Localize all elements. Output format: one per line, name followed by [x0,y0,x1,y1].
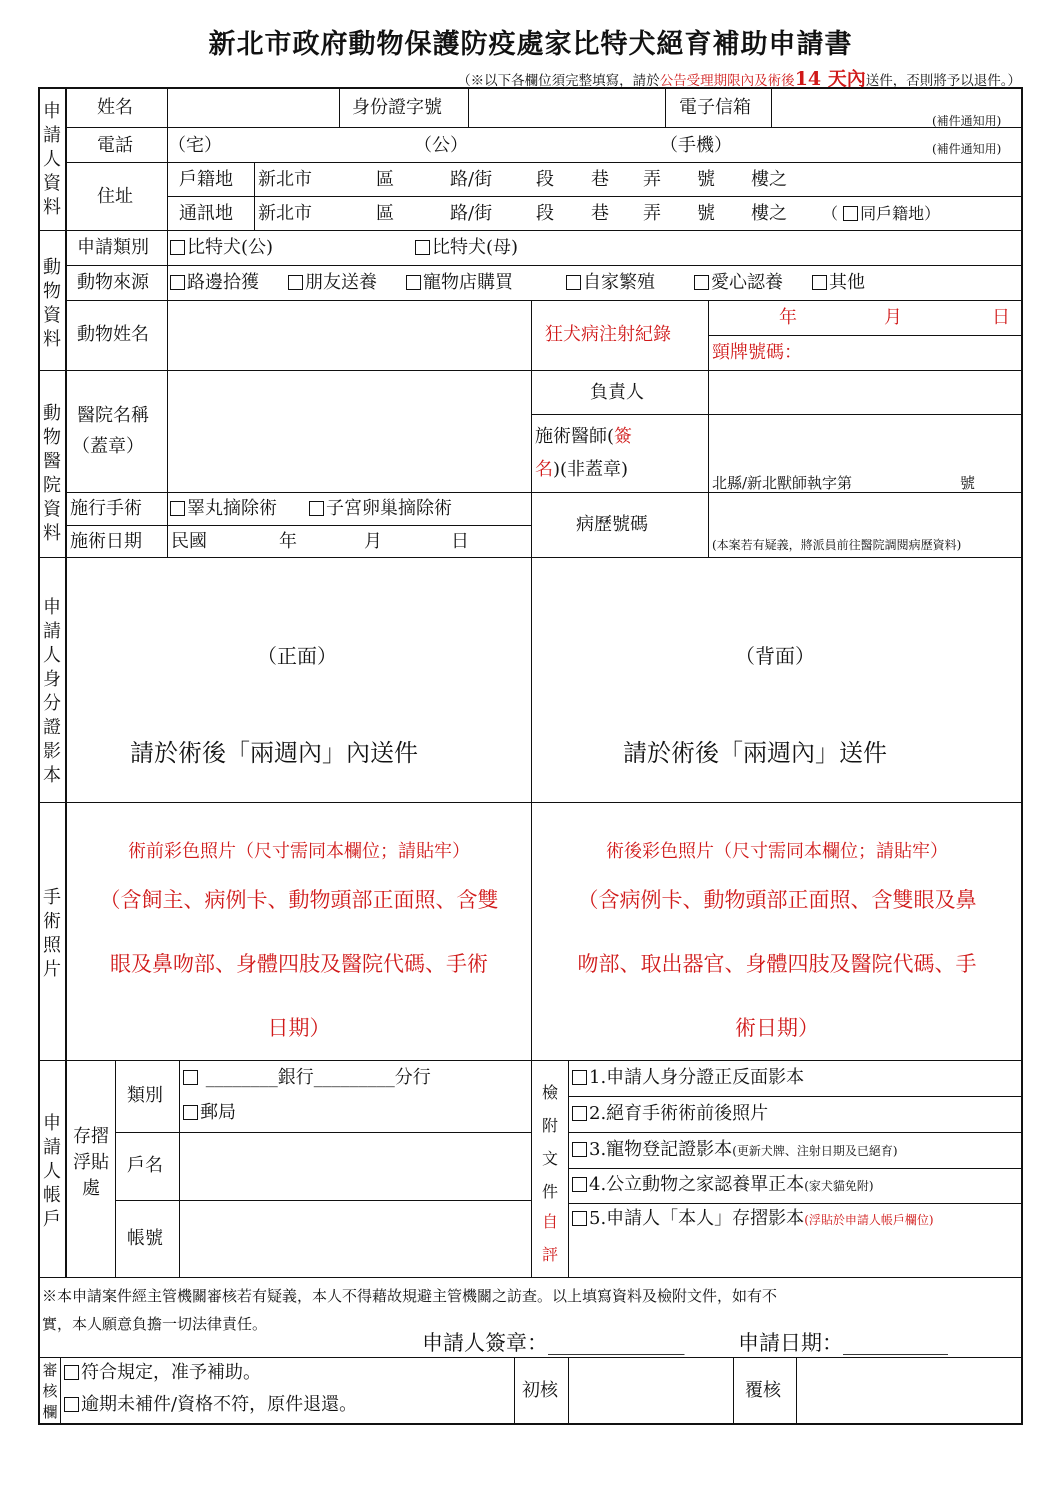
hospital-section-label: 動物醫院資料 [43,403,61,544]
surgery-date-year: 年 [279,531,297,552]
doc-item-1[interactable]: 1.申請人身分證正反面影本 [572,1067,804,1089]
phone-home: （宅） [168,135,222,156]
doc-item-2[interactable]: 2.絕育手術術前後照片 [572,1103,768,1125]
source-checkbox[interactable] [812,275,827,290]
mailing-lane: 巷 [591,203,609,224]
vet-label-line1: 施術醫師(簽 [535,426,633,447]
account-number-label: 帳號 [127,1228,163,1249]
same-as-household: （ 同戶籍地） [822,204,941,223]
holder-input[interactable] [179,1132,532,1201]
source-option-adopt[interactable]: 愛心認養 [694,272,783,294]
mailing-city: 新北市 [258,203,312,224]
phone-note: (補件通知用) [932,142,1002,156]
photo-before-line3: 眼及鼻吻部、身體四肢及醫院代碼、手術 [110,952,488,976]
owner-input[interactable] [708,370,1023,415]
rabies-day: 日 [992,307,1010,328]
surgery-checkbox[interactable] [309,501,324,516]
phone-label: 電話 [97,135,133,156]
id-input[interactable] [468,87,666,128]
surgery-label: 施行手術 [70,498,142,519]
mailing-section: 段 [536,203,554,224]
self-check-label: 自評 [541,1212,558,1264]
rabies-date-input[interactable] [708,300,1023,336]
household-road: 路/街 [450,169,493,190]
mailing-alley: 弄 [643,203,661,224]
second-review-input[interactable] [796,1357,1023,1425]
household-number: 號 [697,169,715,190]
declaration-line2: 實，本人願意負擔一切法律責任。 [42,1315,268,1333]
surgery-date-input[interactable] [167,525,532,558]
household-alley: 弄 [643,169,661,190]
id-front-notice: 請於術後「兩週內」內送件 [130,739,418,767]
rabies-label: 狂犬病注射紀錄 [545,324,671,345]
animal-name-input[interactable] [167,300,532,371]
mailing-label: 通訊地 [179,203,233,224]
signature-field[interactable]: 申請人簽章：_____________ [422,1331,685,1355]
review-reject-option[interactable]: 逾期未補件/資格不符，原件退還。 [64,1394,357,1416]
doc-checkbox[interactable] [572,1211,587,1226]
source-option-breeding[interactable]: 自家繁殖 [566,272,655,294]
type-female-checkbox[interactable] [415,240,430,255]
id-back-label: （背面） [735,644,815,668]
submission-note: （※以下各欄位須完整填寫，請於公告受理期限內及術後14 天內送件，否則將予以退件。） [457,68,1021,90]
doc-item-4[interactable]: 4.公立動物之家認養單正本(家犬貓免附) [572,1174,874,1197]
id-label: 身份證字號 [352,97,442,118]
source-option-friend[interactable]: 朋友送養 [288,272,377,294]
surgery-date-day: 日 [451,531,469,552]
second-review-label: 覆核 [745,1380,781,1401]
photo-after-line1: 術後彩色照片（尺寸需同本欄位；請貼牢） [606,841,948,862]
hospital-name-label: 醫院名稱 [77,405,149,426]
source-option-street[interactable]: 路邊拾獲 [170,272,259,294]
household-district: 區 [376,169,394,190]
post-checkbox[interactable] [183,1105,198,1120]
apply-date-field[interactable]: 申請日期：__________ [738,1331,948,1355]
photo-after-line3: 吻部、取出器官、身體四肢及醫院代碼、手 [577,952,977,976]
photo-after-line2: （含病例卡、動物頭部正面照、含雙眼及鼻 [577,888,977,912]
type-options-cell [167,230,1023,266]
surgery-option-spay[interactable]: 子宮卵巢摘除術 [309,498,452,520]
bank-option[interactable]: ________銀行_________分行 [183,1067,431,1089]
photo-section-label: 手術照片 [43,887,61,980]
surgery-date-month: 月 [364,531,382,552]
tag-number-label: 頸牌號碼： [712,342,802,363]
source-option-petshop[interactable]: 寵物店購買 [406,272,513,294]
phone-office: （公） [414,135,468,156]
source-checkbox[interactable] [288,275,303,290]
mailing-district: 區 [376,203,394,224]
post-option[interactable]: 郵局 [183,1102,236,1124]
account-section-label: 申請人帳戶 [43,1113,61,1230]
mailing-number: 號 [697,203,715,224]
email-label: 電子信箱 [679,97,751,118]
first-review-label: 初核 [522,1380,558,1401]
phone-input[interactable] [167,127,1023,163]
record-note: (本案若有疑義，將派員前往醫院調閱病歷資料) [712,538,962,552]
source-checkbox[interactable] [566,275,581,290]
type-male-checkbox[interactable] [170,240,185,255]
vet-license-no: 號 [960,474,976,492]
surgery-date-prefix: 民國 [171,531,207,552]
passbook-label: 存摺浮貼處 [73,1126,109,1199]
email-note: (補件通知用) [932,114,1002,128]
source-checkbox[interactable] [170,275,185,290]
same-as-household-checkbox[interactable] [843,206,858,221]
attach-label: 檢附文件 [541,1083,558,1201]
declaration-line1: ※本申請案件經主管機關審核若有疑義，本人不得藉故規避主管機關之訪查。以上填寫資料及檢附文件，如有不 [42,1287,778,1305]
type-male-option[interactable]: 比特犬(公) [170,237,273,259]
surgery-date-label: 施術日期 [70,531,142,552]
doc-checkbox[interactable] [572,1070,587,1085]
mailing-road: 路/街 [450,203,493,224]
review-approve-option[interactable]: 符合規定，准予補助。 [64,1362,261,1384]
reject-checkbox[interactable] [64,1397,79,1412]
animal-name-label: 動物姓名 [77,324,149,345]
photo-before-line2: （含飼主、病例卡、動物頭部正面照、含雙 [99,888,499,912]
photo-after-line4: 術日期） [735,1016,819,1040]
surgery-checkbox[interactable] [170,501,185,516]
rabies-month: 月 [884,307,902,328]
photo-before-line1: 術前彩色照片（尺寸需同本欄位；請貼牢） [128,841,470,862]
hospital-name-label-cell [66,370,168,493]
approve-checkbox[interactable] [64,1365,79,1380]
address-label: 住址 [97,186,133,207]
bank-type-label: 類別 [127,1085,163,1106]
record-label: 病歷號碼 [576,514,648,535]
mailing-floor: 樓之 [751,203,787,224]
source-label: 動物來源 [77,272,149,293]
holder-label: 戶名 [127,1155,163,1176]
doc-checkbox[interactable] [572,1142,587,1157]
id-back-notice: 請於術後「兩週內」送件 [623,739,887,767]
hospital-name-input[interactable] [167,370,532,493]
id-front-label: （正面） [257,644,337,668]
doc-checkbox[interactable] [572,1106,587,1121]
household-lane: 巷 [591,169,609,190]
animal-section-label: 動物資料 [43,257,61,350]
doc-item-5[interactable]: 5.申請人「本人」存摺影本(浮貼於申請人帳戶欄位) [572,1208,934,1231]
surgery-option-castration[interactable]: 睪丸摘除術 [170,498,277,520]
household-address-input[interactable] [254,162,1023,197]
source-option-other[interactable]: 其他 [812,272,865,294]
first-review-input[interactable] [568,1357,734,1425]
source-checkbox[interactable] [694,275,709,290]
applicant-section-label: 申請人資料 [43,101,61,218]
account-number-input[interactable] [179,1200,532,1278]
id-section-label: 申請人身分證影本 [43,597,61,786]
doc-checkbox[interactable] [572,1177,587,1192]
owner-label: 負責人 [590,382,644,403]
form-title: 新北市政府動物保護防疫處家比特犬絕育補助申請書 [208,29,853,60]
vet-license: 北縣/新北獸師執字第 [712,474,853,492]
household-floor: 樓之 [751,169,787,190]
review-section-label: 審核欄 [42,1361,58,1421]
name-label: 姓名 [97,97,133,118]
photo-before-line4: 日期） [267,1016,331,1040]
household-city: 新北市 [258,169,312,190]
doc-item-3[interactable]: 3.寵物登記證影本(更新犬牌、注射日期及已絕育) [572,1139,898,1162]
type-label: 申請類別 [77,237,149,258]
hospital-stamp-label: （蓋章） [72,436,144,457]
household-section: 段 [536,169,554,190]
phone-mobile: （手機） [660,135,732,156]
bank-checkbox[interactable] [183,1070,198,1085]
name-input[interactable] [167,87,340,128]
household-label: 戶籍地 [179,169,233,190]
type-female-option[interactable]: 比特犬(母) [415,237,518,259]
vet-label-line2: 名)(非蓋章) [535,459,629,480]
rabies-year: 年 [779,307,797,328]
source-checkbox[interactable] [406,275,421,290]
